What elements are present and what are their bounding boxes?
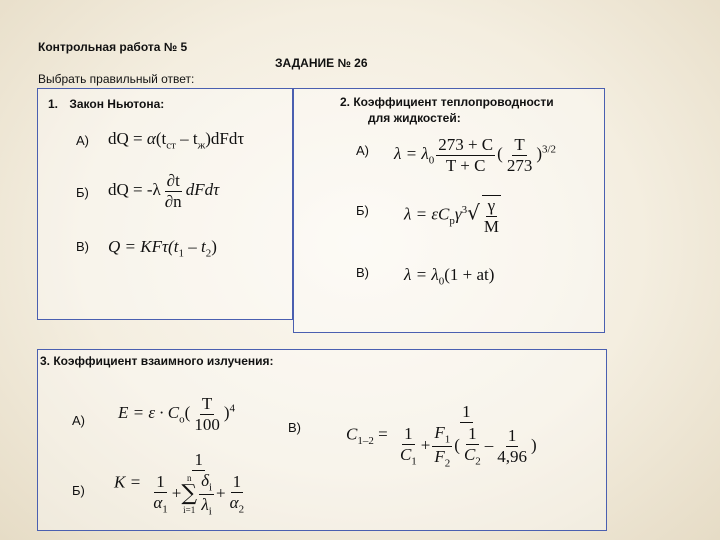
q3-option-a-label[interactable]: А) bbox=[72, 413, 85, 428]
q2-option-c-label[interactable]: В) bbox=[356, 265, 369, 280]
q1-option-c-label[interactable]: В) bbox=[76, 239, 89, 254]
q3-option-c-formula[interactable]: $C_{1-2}$ = 1 $\frac{1}{C_1}$ + $\frac{F_1}{F_2}$ ( $\frac{1}{C_2}$ – $\frac{1}{4,96}$ ) bbox=[346, 402, 537, 469]
q1-option-b-label[interactable]: Б) bbox=[76, 185, 89, 200]
q3-option-a-formula[interactable]: $E = \varepsilon \cdot C_o$( $\frac{T}{100}$ )$^4$ bbox=[118, 394, 235, 434]
q3-title: 3. Коэффициент взаимного излучения: bbox=[40, 354, 274, 368]
q3-option-c-label[interactable]: В) bbox=[288, 420, 301, 435]
q2-title-line1: 2. Коэффициент теплопроводности bbox=[340, 95, 554, 109]
q2-option-c-formula[interactable]: $\lambda = \lambda_0(1 + at)$ bbox=[404, 265, 495, 288]
q2-option-a-label[interactable]: А) bbox=[356, 143, 369, 158]
task-title: ЗАДАНИЕ № 26 bbox=[275, 56, 368, 70]
q1-option-b-formula[interactable]: dQ = -λ $\frac{\partial t}{\partial n}$ dFdτ bbox=[108, 171, 220, 211]
q2-title-line2: для жидкостей: bbox=[368, 111, 461, 125]
work-title: Контрольная работа № 5 bbox=[38, 40, 188, 54]
question-3-box bbox=[37, 349, 607, 531]
question-2-box bbox=[293, 88, 605, 333]
q2-option-a-formula[interactable]: $\lambda = \lambda_0$ $\frac{273 + C}{T + C}$ ( $\frac{T}{273}$ )$^{3/2}$ bbox=[394, 135, 557, 175]
q3-option-b-formula[interactable]: K = 1 $\frac{1}{\alpha_1}$ + n ∑ i=1 $\frac{\delta_i}{\lambda_i}$ + $\frac{1}{\alpha_2}$ bbox=[114, 450, 245, 517]
q3-option-b-label[interactable]: Б) bbox=[72, 483, 85, 498]
q1-number: 1. bbox=[48, 97, 59, 111]
q2-option-b-formula[interactable]: $\lambda = \varepsilon C_p\gamma^3√$ $\frac{\gamma}{M}$ bbox=[404, 196, 499, 236]
q1-title: Закон Ньютона: bbox=[69, 97, 165, 111]
q2-option-b-label[interactable]: Б) bbox=[356, 203, 369, 218]
q1-option-c-formula[interactable]: $Q = KF\tau(t_1 - t_2)$ bbox=[108, 237, 217, 260]
q1-option-a-label[interactable]: А) bbox=[76, 133, 89, 148]
instruction: Выбрать правильный ответ: bbox=[38, 72, 195, 86]
q1-option-a-formula[interactable]: dQ = $\alpha(t_{ст} - t_ж)dFd\tau$ bbox=[108, 129, 245, 152]
question-1-box bbox=[37, 88, 293, 320]
